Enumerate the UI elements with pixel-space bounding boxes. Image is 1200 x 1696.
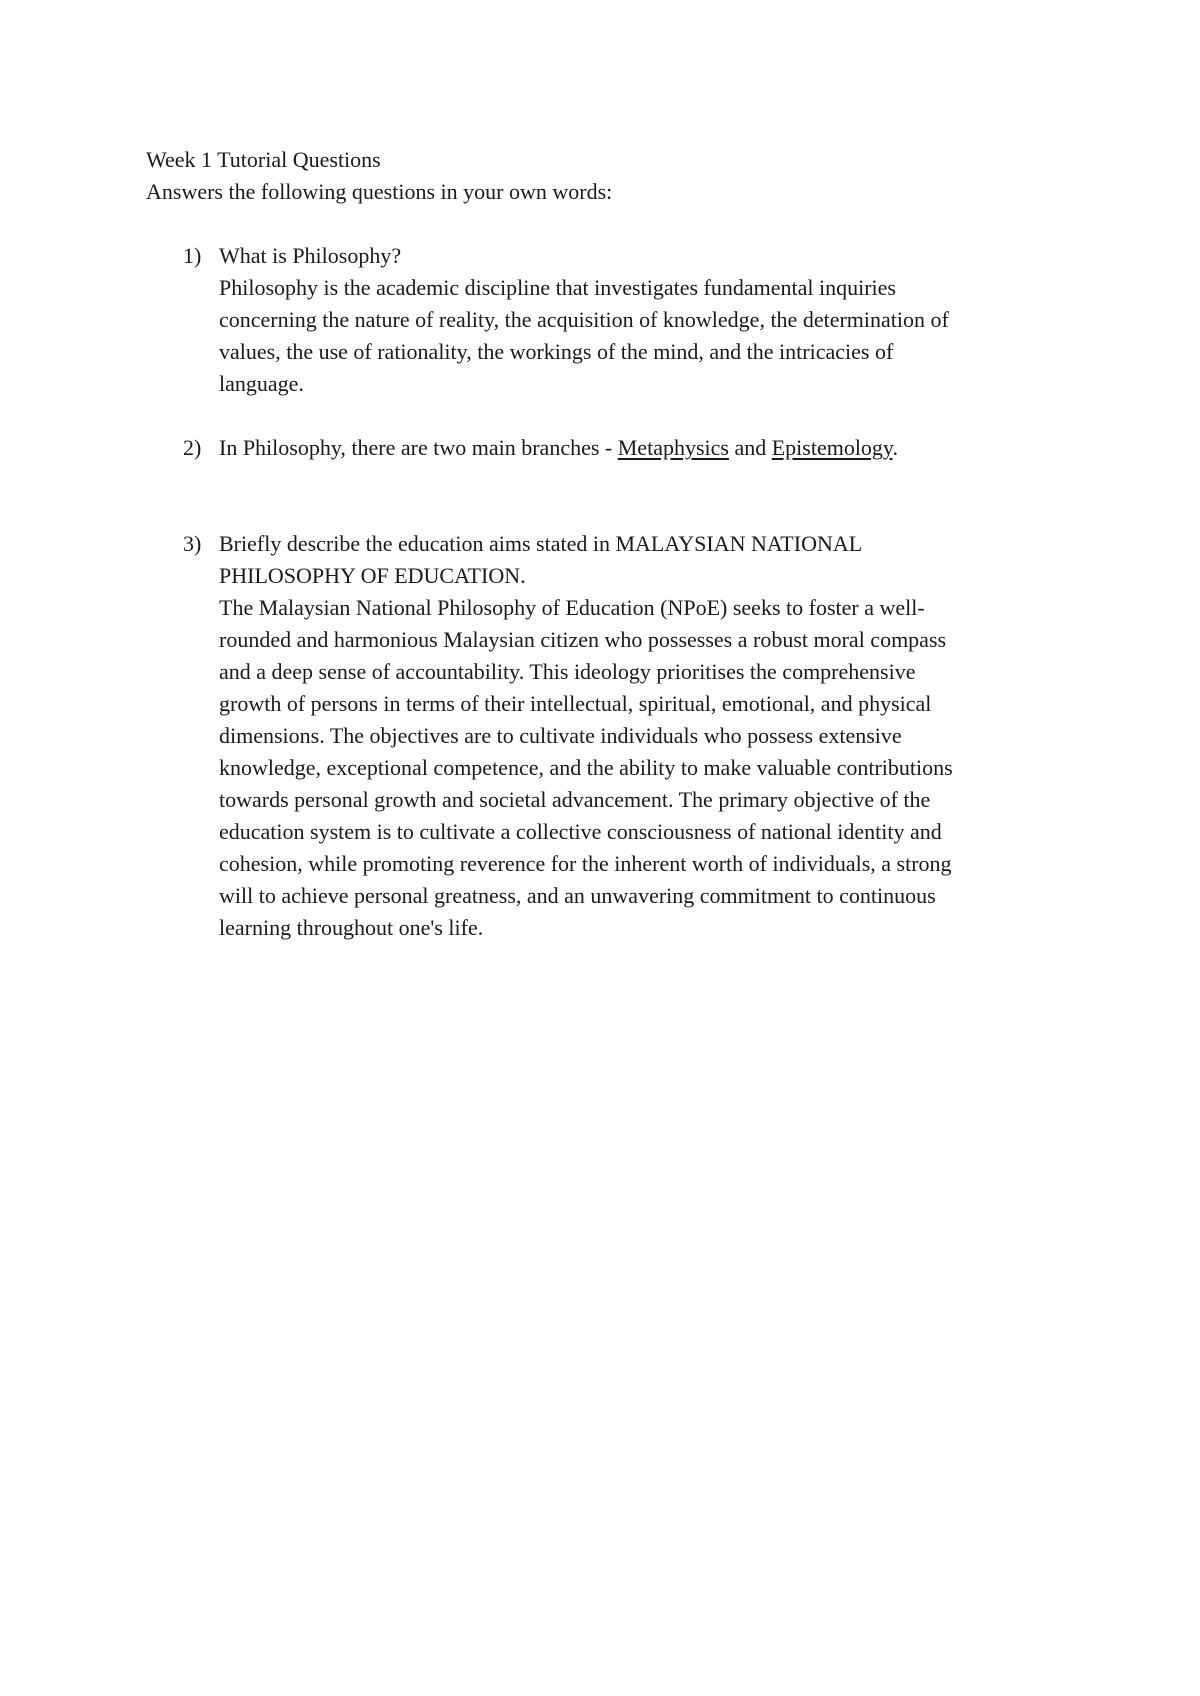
question-1-answer-line: concerning the nature of reality, the acquisition of knowledge, the determination of [219, 307, 949, 332]
question-1-answer-line: Philosophy is the academic discipline that investigates fundamental inquiries [219, 275, 896, 300]
question-1-answer-line: language. [219, 371, 304, 396]
question-3-answer-line: education system is to cultivate a collective consciousness of national identity and [219, 819, 942, 844]
question-1-number: 1) [183, 243, 202, 268]
question-3-answer-line: rounded and harmonious Malaysian citizen who possesses a robust moral compass [219, 627, 947, 652]
question-3-answer-line: and a deep sense of accountability. This ideology prioritises the comprehensive [219, 659, 916, 684]
question-2-number: 2) [183, 435, 202, 460]
question-3-answer-line: will to achieve personal greatness, and an unwavering commitment to continuous [219, 883, 936, 908]
question-3-answer-line: dimensions. The objectives are to cultivate individuals who possess extensive [219, 723, 902, 748]
branch-metaphysics: Metaphysics [617, 435, 729, 460]
question-3-answer-line: The Malaysian National Philosophy of Education (NPoE) seeks to foster a well- [219, 595, 925, 620]
question-1-answer-line: values, the use of rationality, the workings of the mind, and the intricacies of [219, 339, 894, 364]
question-3-answer-line: knowledge, exceptional competence, and the ability to make valuable contributions [219, 755, 953, 780]
question-3-answer-line: cohesion, while promoting reverence for the inherent worth of individuals, a strong [219, 851, 952, 876]
question-2 [219, 432, 1039, 464]
question-1 [219, 240, 1039, 400]
question-2-prompt [219, 432, 1039, 464]
question-1-prompt: What is Philosophy? [219, 243, 402, 268]
question-3 [219, 528, 1039, 944]
question-2-joiner: and [728, 435, 772, 460]
document-instructions: Answers the following questions in your own words: [146, 179, 613, 204]
question-3-answer-line: learning throughout one's life. [219, 915, 484, 940]
branch-epistemology: Epistemology [771, 435, 893, 460]
document-title: Week 1 Tutorial Questions [146, 147, 381, 172]
question-3-answer-line: towards personal growth and societal advancement. The primary objective of the [219, 787, 931, 812]
question-3-prompt-line: PHILOSOPHY OF EDUCATION. [219, 563, 526, 588]
question-2-text: In Philosophy, there are two main branches - [219, 435, 618, 460]
question-3-answer-line: growth of persons in terms of their intellectual, spiritual, emotional, and physical [219, 691, 932, 716]
question-3-number: 3) [183, 531, 202, 556]
question-3-prompt-line: Briefly describe the education aims stated in MALAYSIAN NATIONAL [219, 531, 863, 556]
question-2-period: . [892, 435, 899, 460]
